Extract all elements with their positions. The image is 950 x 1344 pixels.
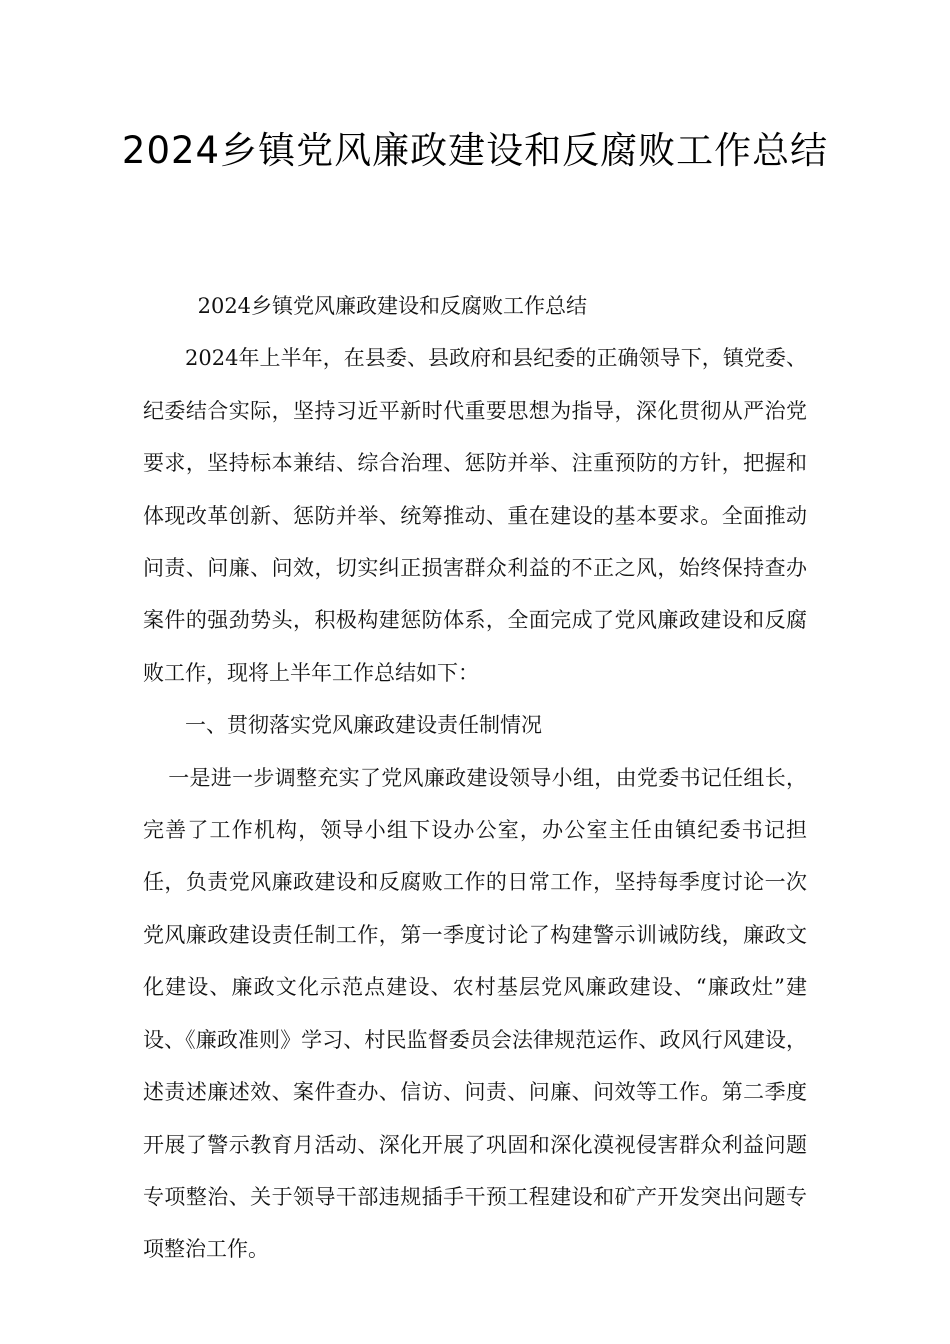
document-body [143, 280, 807, 1276]
section-heading: 一、贯彻落实党风廉政建设责任制情况 [185, 713, 542, 738]
document-title: 2024乡镇党风廉政建设和反腐败工作总结 [121, 129, 829, 172]
document-subtitle: 2024乡镇党风廉政建设和反腐败工作总结 [197, 294, 588, 318]
body-paragraph: 一是进一步调整充实了党风廉政建设领导小组，由党委书记任组长，完善了工作机构，领导小组下设办公室，办公室主任由镇纪委书记担任，负责党风廉政建设和反腐败工作的日常工作，坚持每季度讨论一次党风廉政建设责任制工作，第一季度讨论了构建警示训诫防线，廉政文化建设、廉政文化示范点建设、农村基层党风廉政建设、“廉政灶”建设、《廉政准则》学习、村民监督委员会法律规范运作、政风行风建设，述责述廉述效、案件查办、信访、问责、问廉、问效等工作。第二季度开展了警示教育月活动、深化开展了巩固和深化漠视侵害群众利益问题专项整治、关于领导干部违规插手干预工程建设和矿产开发突出问题专项整治工作。 [143, 765, 807, 1262]
intro-paragraph: 2024年上半年，在县委、县政府和县纪委的正确领导下，镇党委、纪委结合实际，坚持习近平新时代重要思想为指导，深化贯彻从严治党要求，坚持标本兼结、综合治理、惩防并举、注重预防的方针，把握和体现改革创新、惩防并举、统筹推动、重在建设的基本要求。全面推动问责、问廉、问效，切实纠正损害群众利益的不正之风，始终保持查办案件的强劲势头，积极构建惩防体系，全面完成了党风廉政建设和反腐败工作，现将上半年工作总结如下： [143, 346, 807, 685]
